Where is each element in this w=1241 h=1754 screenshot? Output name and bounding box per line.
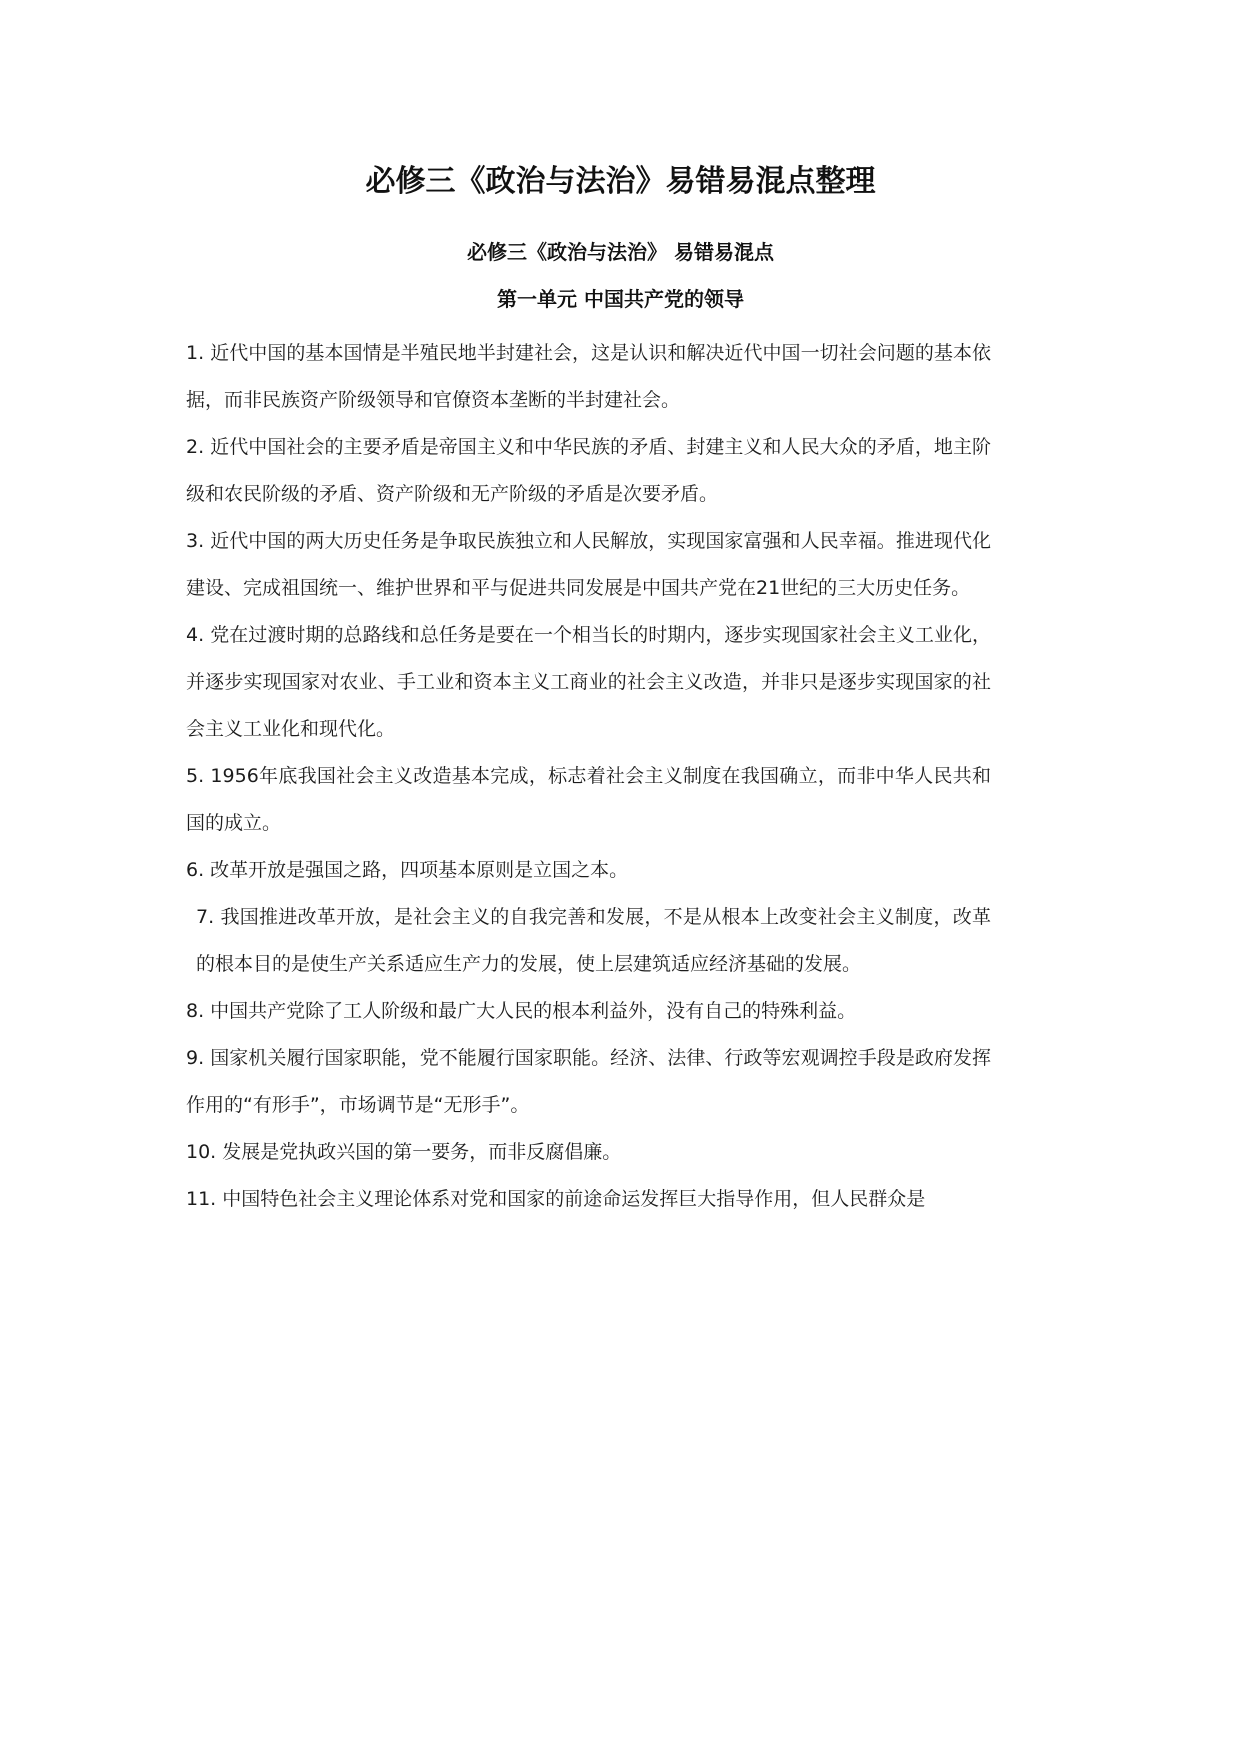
list-item: 3. 近代中国的两大历史任务是争取民族独立和人民解放，实现国家富强和人民幸福。推进现代化建设、完成祖国统一、维护世界和平与促进共同发展是中国共产党在21世纪的三大历史任务。 <box>186 530 991 599</box>
list-item: 8. 中国共产党除了工人阶级和最广大人民的根本利益外，没有自己的特殊利益。 <box>186 1000 857 1022</box>
document-title: 必修三《政治与法治》易错易混点整理 <box>365 164 876 199</box>
list-item: 1. 近代中国的基本国情是半殖民地半封建社会，这是认识和解决近代中国一切社会问题的基本依据，而非民族资产阶级领导和官僚资本垄断的半封建社会。 <box>186 342 991 411</box>
points-list <box>186 330 991 1223</box>
document-subtitle: 必修三《政治与法治》 易错易混点 <box>467 240 774 264</box>
list-item: 6. 改革开放是强国之路，四项基本原则是立国之本。 <box>186 859 629 881</box>
unit-heading: 第一单元 中国共产党的领导 <box>497 287 744 311</box>
list-item: 9. 国家机关履行国家职能，党不能履行国家职能。经济、法律、行政等宏观调控手段是政府发挥作用的“有形手”，市场调节是“无形手”。 <box>186 1047 991 1116</box>
list-item: 2. 近代中国社会的主要矛盾是帝国主义和中华民族的矛盾、封建主义和人民大众的矛盾，地主阶级和农民阶级的矛盾、资产阶级和无产阶级的矛盾是次要矛盾。 <box>186 436 991 505</box>
list-item: 4. 党在过渡时期的总路线和总任务是要在一个相当长的时期内，逐步实现国家社会主义工业化，并逐步实现国家对农业、手工业和资本主义工商业的社会主义改造，并非只是逐步实现国家的社会主义工业化和现代化。 <box>186 624 991 740</box>
list-item: 7. 我国推进改革开放，是社会主义的自我完善和发展，不是从根本上改变社会主义制度，改革的根本目的是使生产关系适应生产力的发展，使上层建筑适应经济基础的发展。 <box>196 906 991 975</box>
list-item: 5. 1956年底我国社会主义改造基本完成，标志着社会主义制度在我国确立，而非中华人民共和国的成立。 <box>186 765 991 834</box>
list-item: 10. 发展是党执政兴国的第一要务，而非反腐倡廉。 <box>186 1141 622 1163</box>
list-item: 11. 中国特色社会主义理论体系对党和国家的前途命运发挥巨大指导作用，但人民群众是 <box>186 1188 926 1210</box>
